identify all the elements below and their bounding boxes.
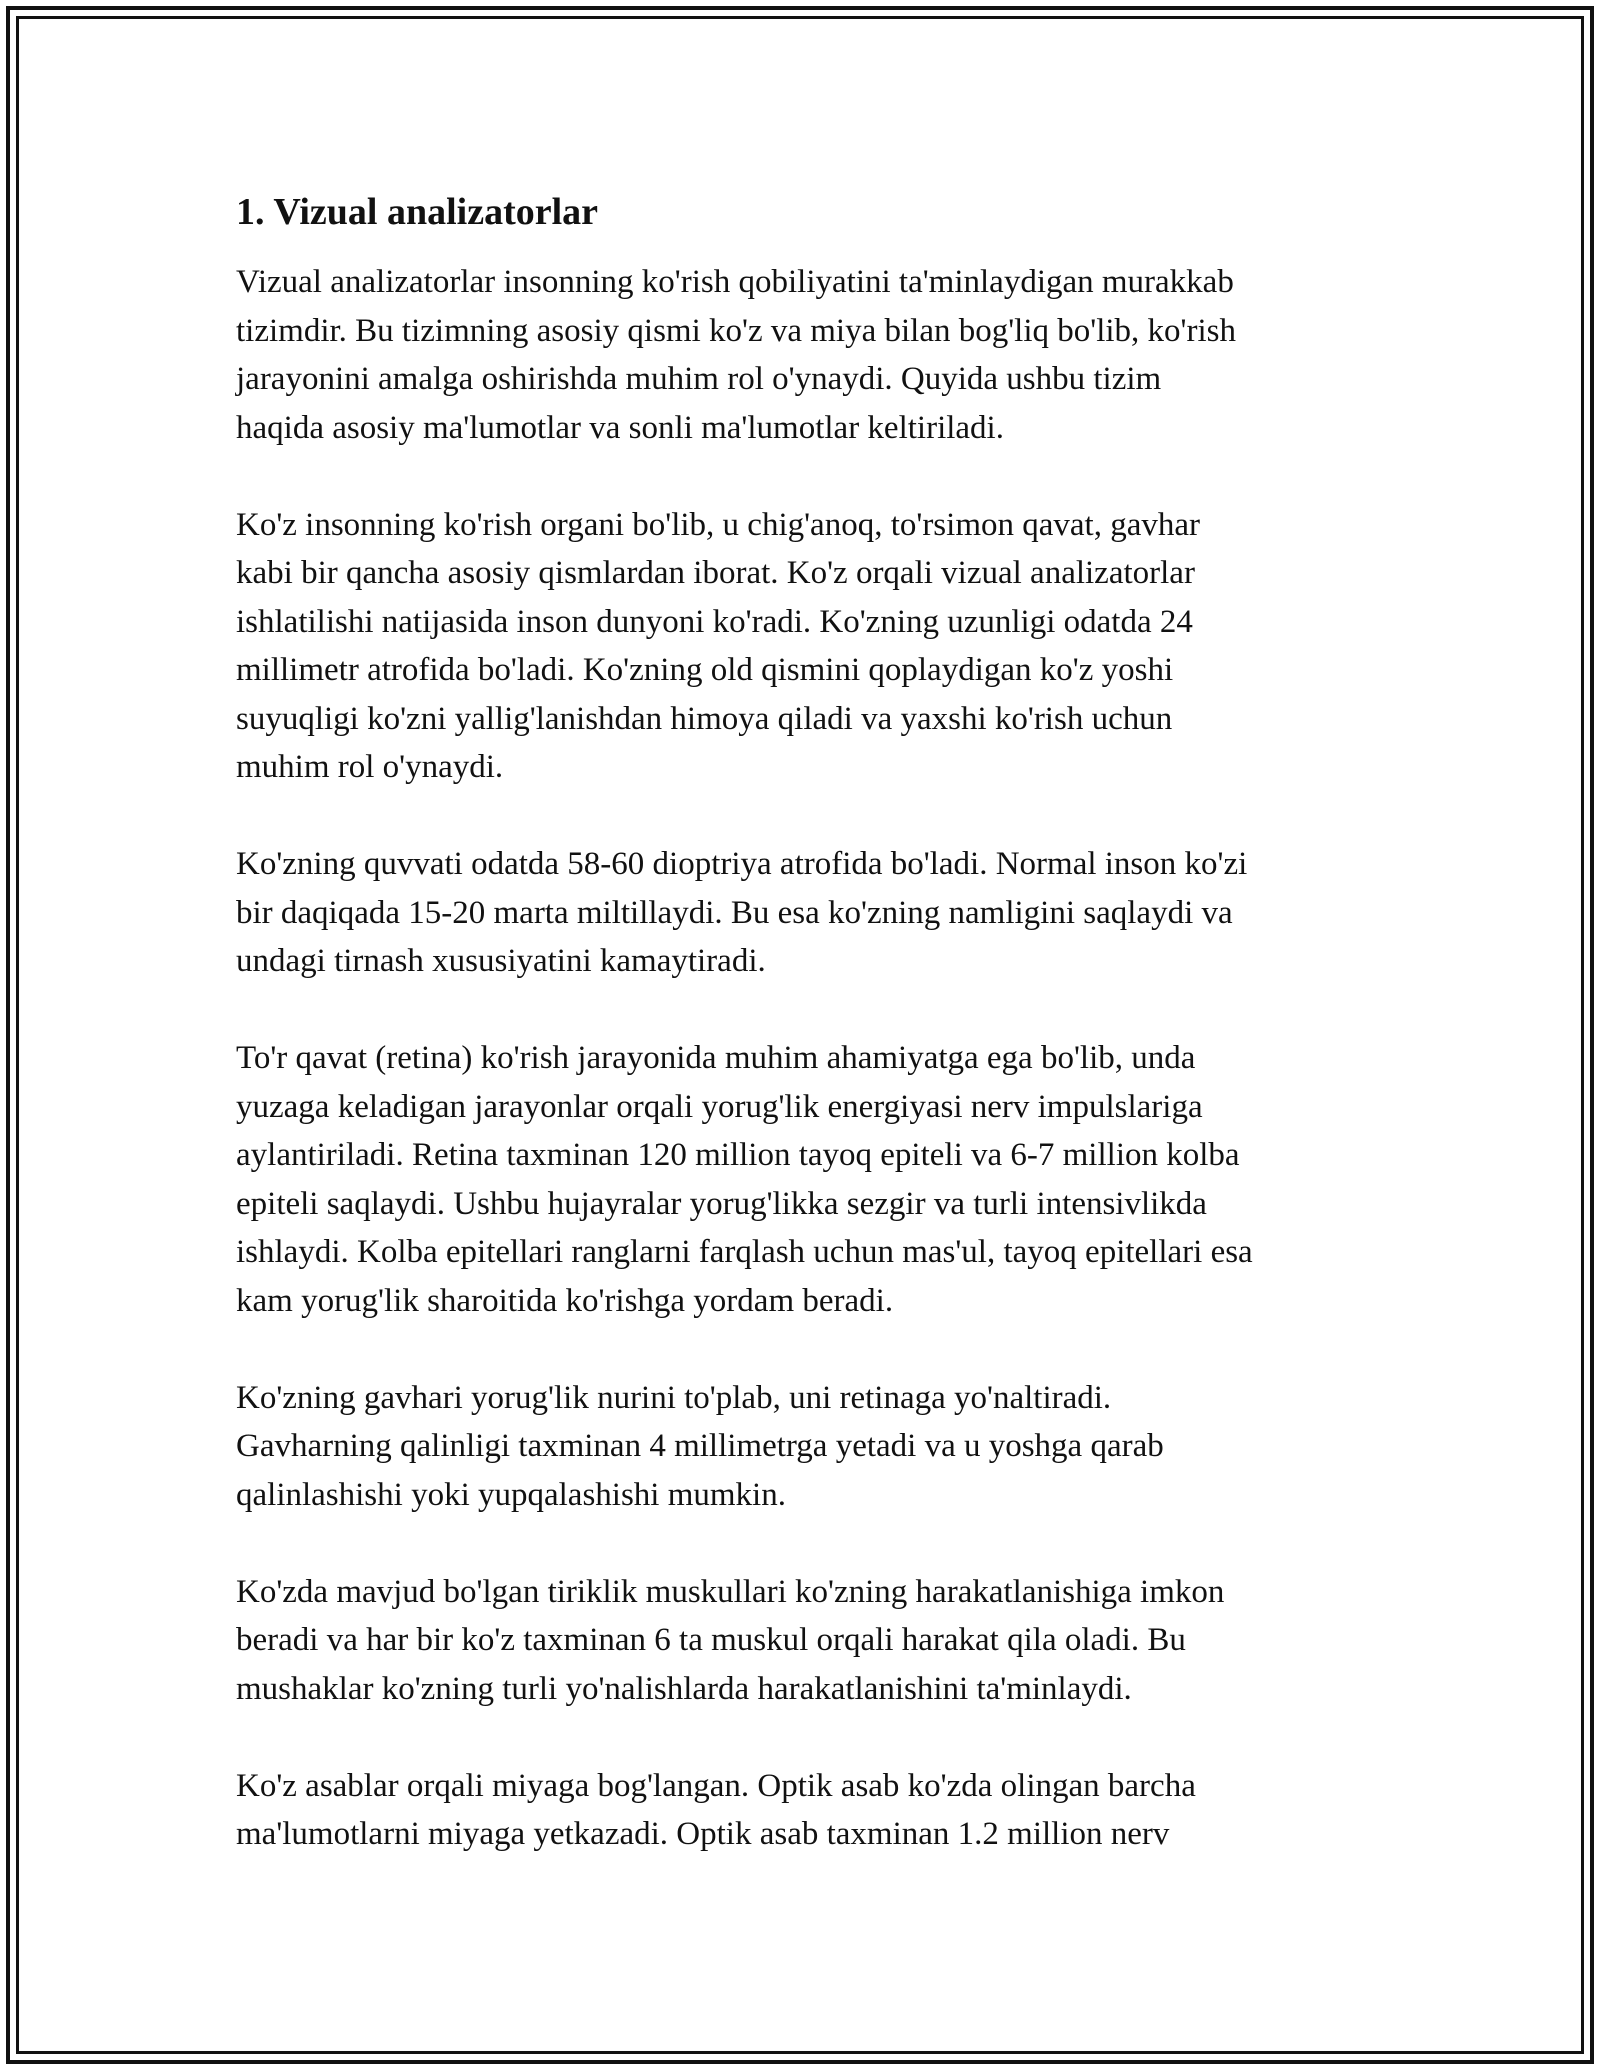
text-line: tizimdir. Bu tizimning asosiy qismi ko'z va miya bilan bog'liq bo'lib, ko'rish xyxy=(236,312,1236,349)
text-line: mushaklar ko'zning turli yo'nalishlarda harakatlanishini ta'minlaydi. xyxy=(236,1670,1132,1707)
paragraph-list xyxy=(236,258,1386,1859)
text-line: undagi tirnash xususiyatini kamaytiradi. xyxy=(236,943,766,979)
text-line: Ko'z asablar orqali miyaga bog'langan. Optik asab ko'zda olingan barcha xyxy=(236,1767,1196,1804)
paragraph xyxy=(236,1568,1386,1714)
text-line: kam yorug'lik sharoitida ko'rishga yordam beradi. xyxy=(236,1282,894,1319)
paragraph xyxy=(236,1762,1386,1859)
text-line: yuzaga keladigan jarayonlar orqali yorug'lik energiyasi nerv impulslariga xyxy=(236,1088,1203,1125)
text-line: muhim rol o'ynaydi. xyxy=(236,749,504,785)
text-line: ishlatilishi natijasida inson dunyoni ko'radi. Ko'zning uzunligi odatda 24 xyxy=(236,603,1193,640)
text-line: Ko'z insonning ko'rish organi bo'lib, u chig'anoq, to'rsimon qavat, gavhar xyxy=(236,506,1200,543)
text-line: epiteli saqlaydi. Ushbu hujayralar yorug'likka sezgir va turli intensivlikda xyxy=(236,1185,1207,1222)
text-line: suyuqligi ko'zni yallig'lanishdan himoya qiladi va yaxshi ko'rish uchun xyxy=(236,700,1173,737)
paragraph xyxy=(236,1374,1386,1520)
text-line: millimetr atrofida bo'ladi. Ko'zning old qismini qoplaydigan ko'z yoshi xyxy=(236,652,1174,688)
text-line: kabi bir qancha asosiy qismlardan iborat. Ko'z orqali vizual analizatorlar xyxy=(236,555,1195,591)
text-line: Vizual analizatorlar insonning ko'rish qobiliyatini ta'minlaydigan murakkab xyxy=(236,264,1234,300)
document-body xyxy=(236,186,1386,1907)
text-line: To'r qavat (retina) ko'rish jarayonida muhim ahamiyatga ega bo'lib, unda xyxy=(236,1040,1196,1076)
text-line: beradi va har bir ko'z taxminan 6 ta muskul orqali harakat qila oladi. Bu xyxy=(236,1622,1186,1658)
text-line: qalinlashishi yoki yupqalashishi mumkin. xyxy=(236,1476,786,1513)
paragraph xyxy=(236,258,1386,452)
section-heading: 1. Vizual analizatorlar xyxy=(236,191,599,233)
paragraph xyxy=(236,840,1386,986)
text-line: Ko'zning gavhari yorug'lik nurini to'plab, uni retinaga yo'naltiradi. xyxy=(236,1379,1112,1416)
text-line: Gavharning qalinligi taxminan 4 millimetrga yetadi va u yoshga qarab xyxy=(236,1428,1164,1464)
text-line: ma'lumotlarni miyaga yetkazadi. Optik asab taxminan 1.2 million nerv xyxy=(236,1816,1170,1852)
text-line: ishlaydi. Kolba epitellari ranglarni farqlash uchun mas'ul, tayoq epitellari esa xyxy=(236,1234,1253,1270)
paragraph xyxy=(236,501,1386,792)
paragraph xyxy=(236,1034,1386,1325)
text-line: haqida asosiy ma'lumotlar va sonli ma'lumotlar keltiriladi. xyxy=(236,409,1004,446)
text-line: Ko'zda mavjud bo'lgan tiriklik muskullari ko'zning harakatlanishiga imkon xyxy=(236,1573,1225,1610)
text-line: jarayonini amalga oshirishda muhim rol o'ynaydi. Quyida ushbu tizim xyxy=(236,361,1162,397)
text-line: Ko'zning quvvati odatda 58-60 dioptriya atrofida bo'ladi. Normal inson ko'zi xyxy=(236,846,1248,882)
text-line: aylantiriladi. Retina taxminan 120 million tayoq epiteli va 6-7 million kolba xyxy=(236,1137,1240,1173)
text-line: bir daqiqada 15-20 marta miltillaydi. Bu esa ko'zning namligini saqlaydi va xyxy=(236,894,1233,931)
